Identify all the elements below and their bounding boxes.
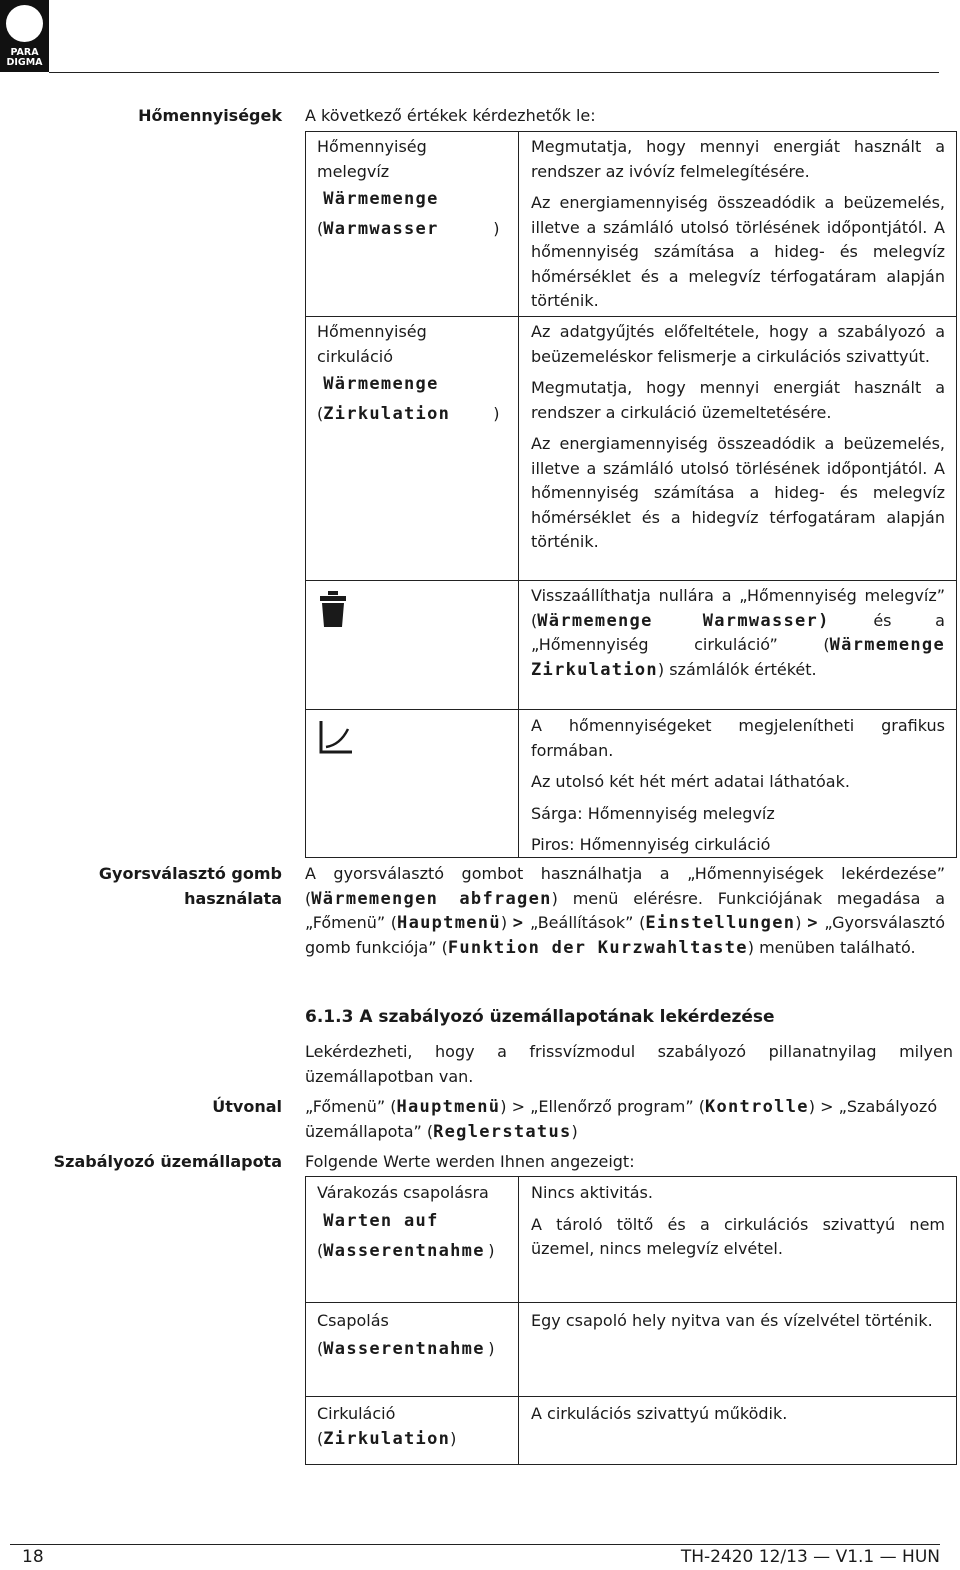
paragraph: Megmutatja, hogy mennyi energiát használt a rendszer a cirkuláció üzemeltetésére. (531, 378, 945, 422)
text: Visszaállíthatja nullára a „Hőmennyiség melegvíz” ( (531, 586, 945, 630)
display-text: Wärmemengen abfragen (311, 888, 552, 909)
heat-row-2-name: Hőmennyiség cirkuláció (317, 322, 427, 366)
text: „Beállítások” ( (524, 913, 646, 932)
side-label-status: Szabályozó üzemállapota (53, 1152, 282, 1171)
trash-icon (320, 591, 346, 627)
status-table-row-divider (305, 1302, 957, 1303)
paragraph: Egy csapoló hely nyitva van és vízelvétel történik. (531, 1311, 933, 1330)
display-text: Wärmemenge Zirkulation (531, 635, 945, 680)
paren: ) (450, 1428, 457, 1448)
paren: ) (488, 1338, 495, 1358)
text: ) (571, 1121, 578, 1141)
side-label-route: Útvonal (212, 1097, 282, 1116)
display-text: Hauptmenü (396, 1097, 501, 1117)
heat-row-2-right (531, 320, 945, 555)
status-row-2-left (317, 1309, 507, 1364)
text: „Főmenü” ( (305, 1097, 397, 1116)
display-text: Warten auf Wasserentnahme (323, 1210, 485, 1261)
paragraph: Az adatgyűjtés előfeltétele, hogy a szabályozó a beüzemeléskor felismerje a cirkulációs szivattyút. (531, 322, 945, 366)
display-text: Einstellungen (645, 913, 796, 933)
heat-row-1-right (531, 135, 945, 314)
display-text: > (512, 913, 525, 933)
paragraph: A tároló töltő és a cirkulációs szivattyú nem üzemel, nincs melegvíz elvétel. (531, 1214, 945, 1258)
logo-text-line2: DIGMA (6, 57, 43, 68)
quick-select-text (305, 862, 945, 960)
text: ) számlálók értékét. (657, 659, 817, 679)
paragraph: Megmutatja, hogy mennyi energiát használt a rendszer az ivóvíz felmelegítésére. (531, 137, 945, 181)
status-name: Cirkuláció (317, 1404, 396, 1423)
paragraph: Az energiamennyiség összeadódik a beüzemelés, illetve a számláló utolsó törlésének időpontjától. A hőmennyiség számítása a hideg- és melegvíz hőmérséklet és a hidegvíz térfogatáram alapján történik. (531, 434, 945, 551)
text: A gyorsválasztó gombot használhatja a „Hőmennyiségek lekérdezése” ( (305, 864, 945, 908)
paragraph: A cirkulációs szivattyú működik. (531, 1404, 788, 1423)
side-label-quick (20, 862, 282, 911)
text: „Gyorsválasztó gomb funkciója” ( (305, 913, 946, 957)
heat-table-row-divider (305, 580, 957, 581)
graph-icon (318, 719, 354, 755)
heat-row-2-left (317, 320, 507, 429)
display-text: Wärmemenge Zirkulation (323, 374, 451, 424)
route-text (305, 1095, 955, 1144)
display-text: Wasserentnahme (323, 1338, 485, 1359)
status-row-1-left (317, 1181, 507, 1266)
paradigma-logo (0, 0, 49, 72)
text: ) (500, 913, 513, 932)
document-id: TH-2420 12/13 — V1.1 — HUN (680, 1547, 940, 1567)
paragraph: Az utolsó két hét mért adatai láthatóak. (531, 772, 850, 791)
text: ) > „Ellenőrző program” ( (500, 1097, 705, 1116)
status-row-3-right (531, 1402, 945, 1427)
status-table-column-divider (518, 1176, 519, 1465)
status-intro: Lekérdezheti, hogy a frissvízmodul szabályozó pillanatnyilag milyen üzemállapotban van. (305, 1042, 953, 1086)
section-heading: 6.1.3 A szabályozó üzemállapotának lekérdezése (305, 1007, 775, 1027)
paragraph: Sárga: Hőmennyiség melegvíz (531, 803, 775, 823)
text: ) menü elérésre. Funkciójának megadása a „Főmenü” ( (305, 888, 945, 932)
text: ) > „Szabályozó üzemállapota” ( (305, 1097, 938, 1141)
text: ) (795, 913, 808, 932)
paren: ( (317, 1338, 324, 1358)
paragraph: A hőmennyiségeket megjelenítheti grafikus formában. (531, 716, 945, 760)
display-text: Wärmemenge Warmwasser (323, 189, 439, 239)
display-text: Hauptmenü (397, 913, 501, 933)
paragraph: Az energiamennyiség összeadódik a beüzemelés, illetve a számláló utolsó törlésének időpontjától. A hőmennyiség számítása a hideg- és melegvíz hőmérséklet és a melegvíz térfogatáram alapján történik. (531, 193, 945, 310)
logo-text-line1: PARA (10, 47, 39, 58)
paren: ( (317, 219, 324, 238)
heat-row-1-name: Hőmennyiség melegvíz (317, 137, 427, 181)
heat-intro: A következő értékek kérdezhetők le: (305, 106, 596, 125)
side-label-line: Gyorsválasztó gomb (98, 864, 282, 883)
heat-table-row-divider (305, 709, 957, 710)
paragraph: Nincs aktivitás. (531, 1183, 653, 1202)
text: és a „Hőmennyiség cirkuláció” ( (531, 610, 945, 654)
paragraph: Piros: Hőmennyiség cirkuláció (531, 835, 771, 854)
paren: ( (317, 1240, 324, 1260)
paren: ) (493, 219, 500, 238)
display-text: Funktion der Kurzwahltaste (447, 937, 748, 958)
side-label-line: használata (184, 888, 282, 908)
heat-row-reset-text (531, 584, 945, 682)
status-row-3-left (317, 1402, 507, 1451)
status-values-intro: Folgende Werte werden Ihnen angezeigt: (305, 1152, 635, 1171)
status-row-1-right (531, 1181, 945, 1262)
logo-circle (6, 5, 43, 42)
heat-table-row-divider (305, 316, 957, 317)
display-text: Zirkulation (323, 1428, 451, 1449)
paren: ) (488, 1240, 495, 1260)
heat-table-column-divider (518, 131, 519, 858)
display-text: Wärmemenge Warmwasser) (537, 610, 830, 631)
status-row-2-right (531, 1309, 945, 1334)
display-text: Reglerstatus (433, 1121, 572, 1142)
display-text: Kontrolle (704, 1097, 809, 1117)
page-number: 18 (22, 1547, 44, 1567)
text: ) menüben található. (747, 937, 916, 957)
paren: ( (317, 404, 324, 423)
status-name: Csapolás (317, 1311, 389, 1330)
status-name: Várakozás csapolásra (317, 1183, 489, 1202)
heat-row-1-left (317, 135, 507, 244)
paren: ) (493, 404, 500, 423)
paren: ( (317, 1428, 324, 1448)
display-text: > (807, 913, 819, 933)
status-table-row-divider (305, 1396, 957, 1397)
side-label-heat: Hőmennyiségek (138, 106, 282, 125)
header-rule (49, 72, 939, 73)
heat-row-graph-text (531, 714, 945, 858)
